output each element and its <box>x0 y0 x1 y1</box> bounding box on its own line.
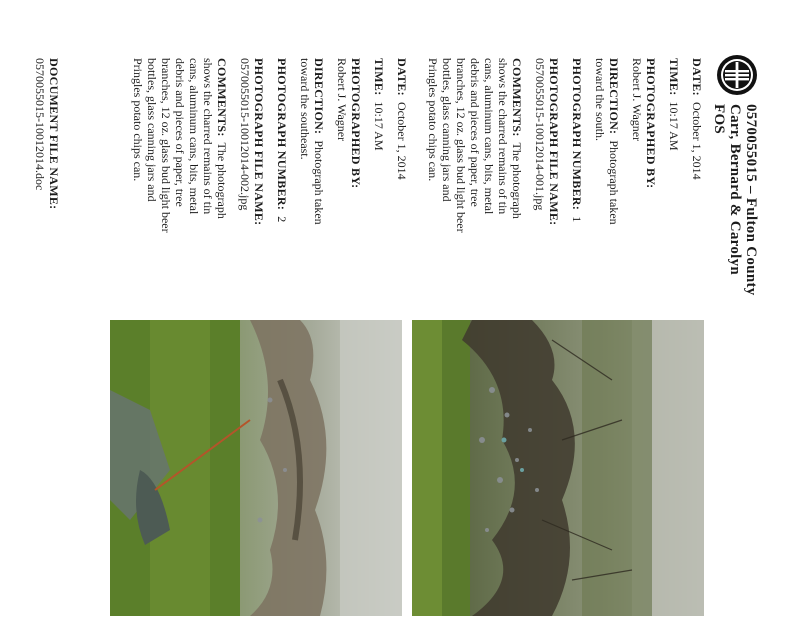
photo-2-comments-line: debris and pieces of paper, tree <box>173 58 187 207</box>
site-photo-2 <box>110 320 402 616</box>
photo-1-comments-line: branches, 12 oz. glass bud light beer <box>454 58 468 233</box>
document-title: 0570055015 – Fulton County <box>743 104 759 296</box>
photo-2-direction-cont: toward the southeast. <box>298 58 312 160</box>
photo-2-comments-line: cans, aluminum cans, bits, metal <box>187 58 201 215</box>
photo-1-file: 0570055015-10012014-001.jpg <box>533 58 547 211</box>
photo-2-comments-line: bottles, glass canning jars and <box>145 58 159 202</box>
photo-1-number: PHOTOGRAPH NUMBER: 1 <box>570 58 584 223</box>
agency-seal-logo <box>716 54 758 96</box>
photo-2-number: PHOTOGRAPH NUMBER: 2 <box>275 58 289 223</box>
photo-2-direction: DIRECTION: Photograph taken <box>312 58 326 225</box>
document-footer <box>32 58 60 209</box>
photo-1-comments: COMMENTS: The photograph <box>510 58 524 219</box>
photo-2-by: Robert J. Wagner <box>335 58 349 142</box>
photo-1-by-label: PHOTOGRAPHED BY: <box>644 58 658 189</box>
photo-2-time: TIME: 10:17 AM <box>372 58 386 151</box>
photo-1-time: TIME: 10:17 AM <box>667 58 681 151</box>
photo-1-info <box>425 58 703 233</box>
photo-1-direction-cont: toward the south. <box>593 58 607 141</box>
document-file-name-label: DOCUMENT FILE NAME: <box>47 58 61 210</box>
photo-1-file-label: PHOTOGRAPH FILE NAME: <box>547 58 561 226</box>
photo-2-comments-line: Pringles potato chips can. <box>131 58 145 182</box>
document-subtitle: Carr, Bernard & Carolyn <box>727 104 743 276</box>
document-file-name: 0570055015-10012014.doc <box>33 58 47 191</box>
site-photo-1 <box>412 320 704 616</box>
photo-2-comments: COMMENTS: The photograph <box>215 58 229 219</box>
document-tag: FOS <box>711 104 727 135</box>
photo-2-file: 0570055015-10012014-002.jpg <box>238 58 252 211</box>
photo-1-date: DATE: October 1, 2014 <box>690 58 704 180</box>
photo-1-comments-line: bottles, glass canning jars and <box>440 58 454 202</box>
photo-1-comments-line: debris and pieces of paper, tree <box>468 58 482 207</box>
photo-2-date: DATE: October 1, 2014 <box>395 58 409 180</box>
photo-1-comments-line: cans, aluminum cans, bits, metal <box>482 58 496 215</box>
photo-1-comments-line: Pringles potato chips can. <box>426 58 440 182</box>
photo-2-info <box>130 58 408 233</box>
photo-2-comments-line: branches, 12 oz. glass bud light beer <box>159 58 173 233</box>
photo-2-by-label: PHOTOGRAPHED BY: <box>349 58 363 189</box>
photo-1-by: Robert J. Wagner <box>630 58 644 142</box>
document-header <box>710 104 758 296</box>
photo-1-direction: DIRECTION: Photograph taken <box>607 58 621 225</box>
photo-2-file-label: PHOTOGRAPH FILE NAME: <box>252 58 266 226</box>
photo-1-comments-line: shows the charred remains of tin <box>496 58 510 215</box>
photo-2-comments-line: shows the charred remains of tin <box>201 58 215 215</box>
